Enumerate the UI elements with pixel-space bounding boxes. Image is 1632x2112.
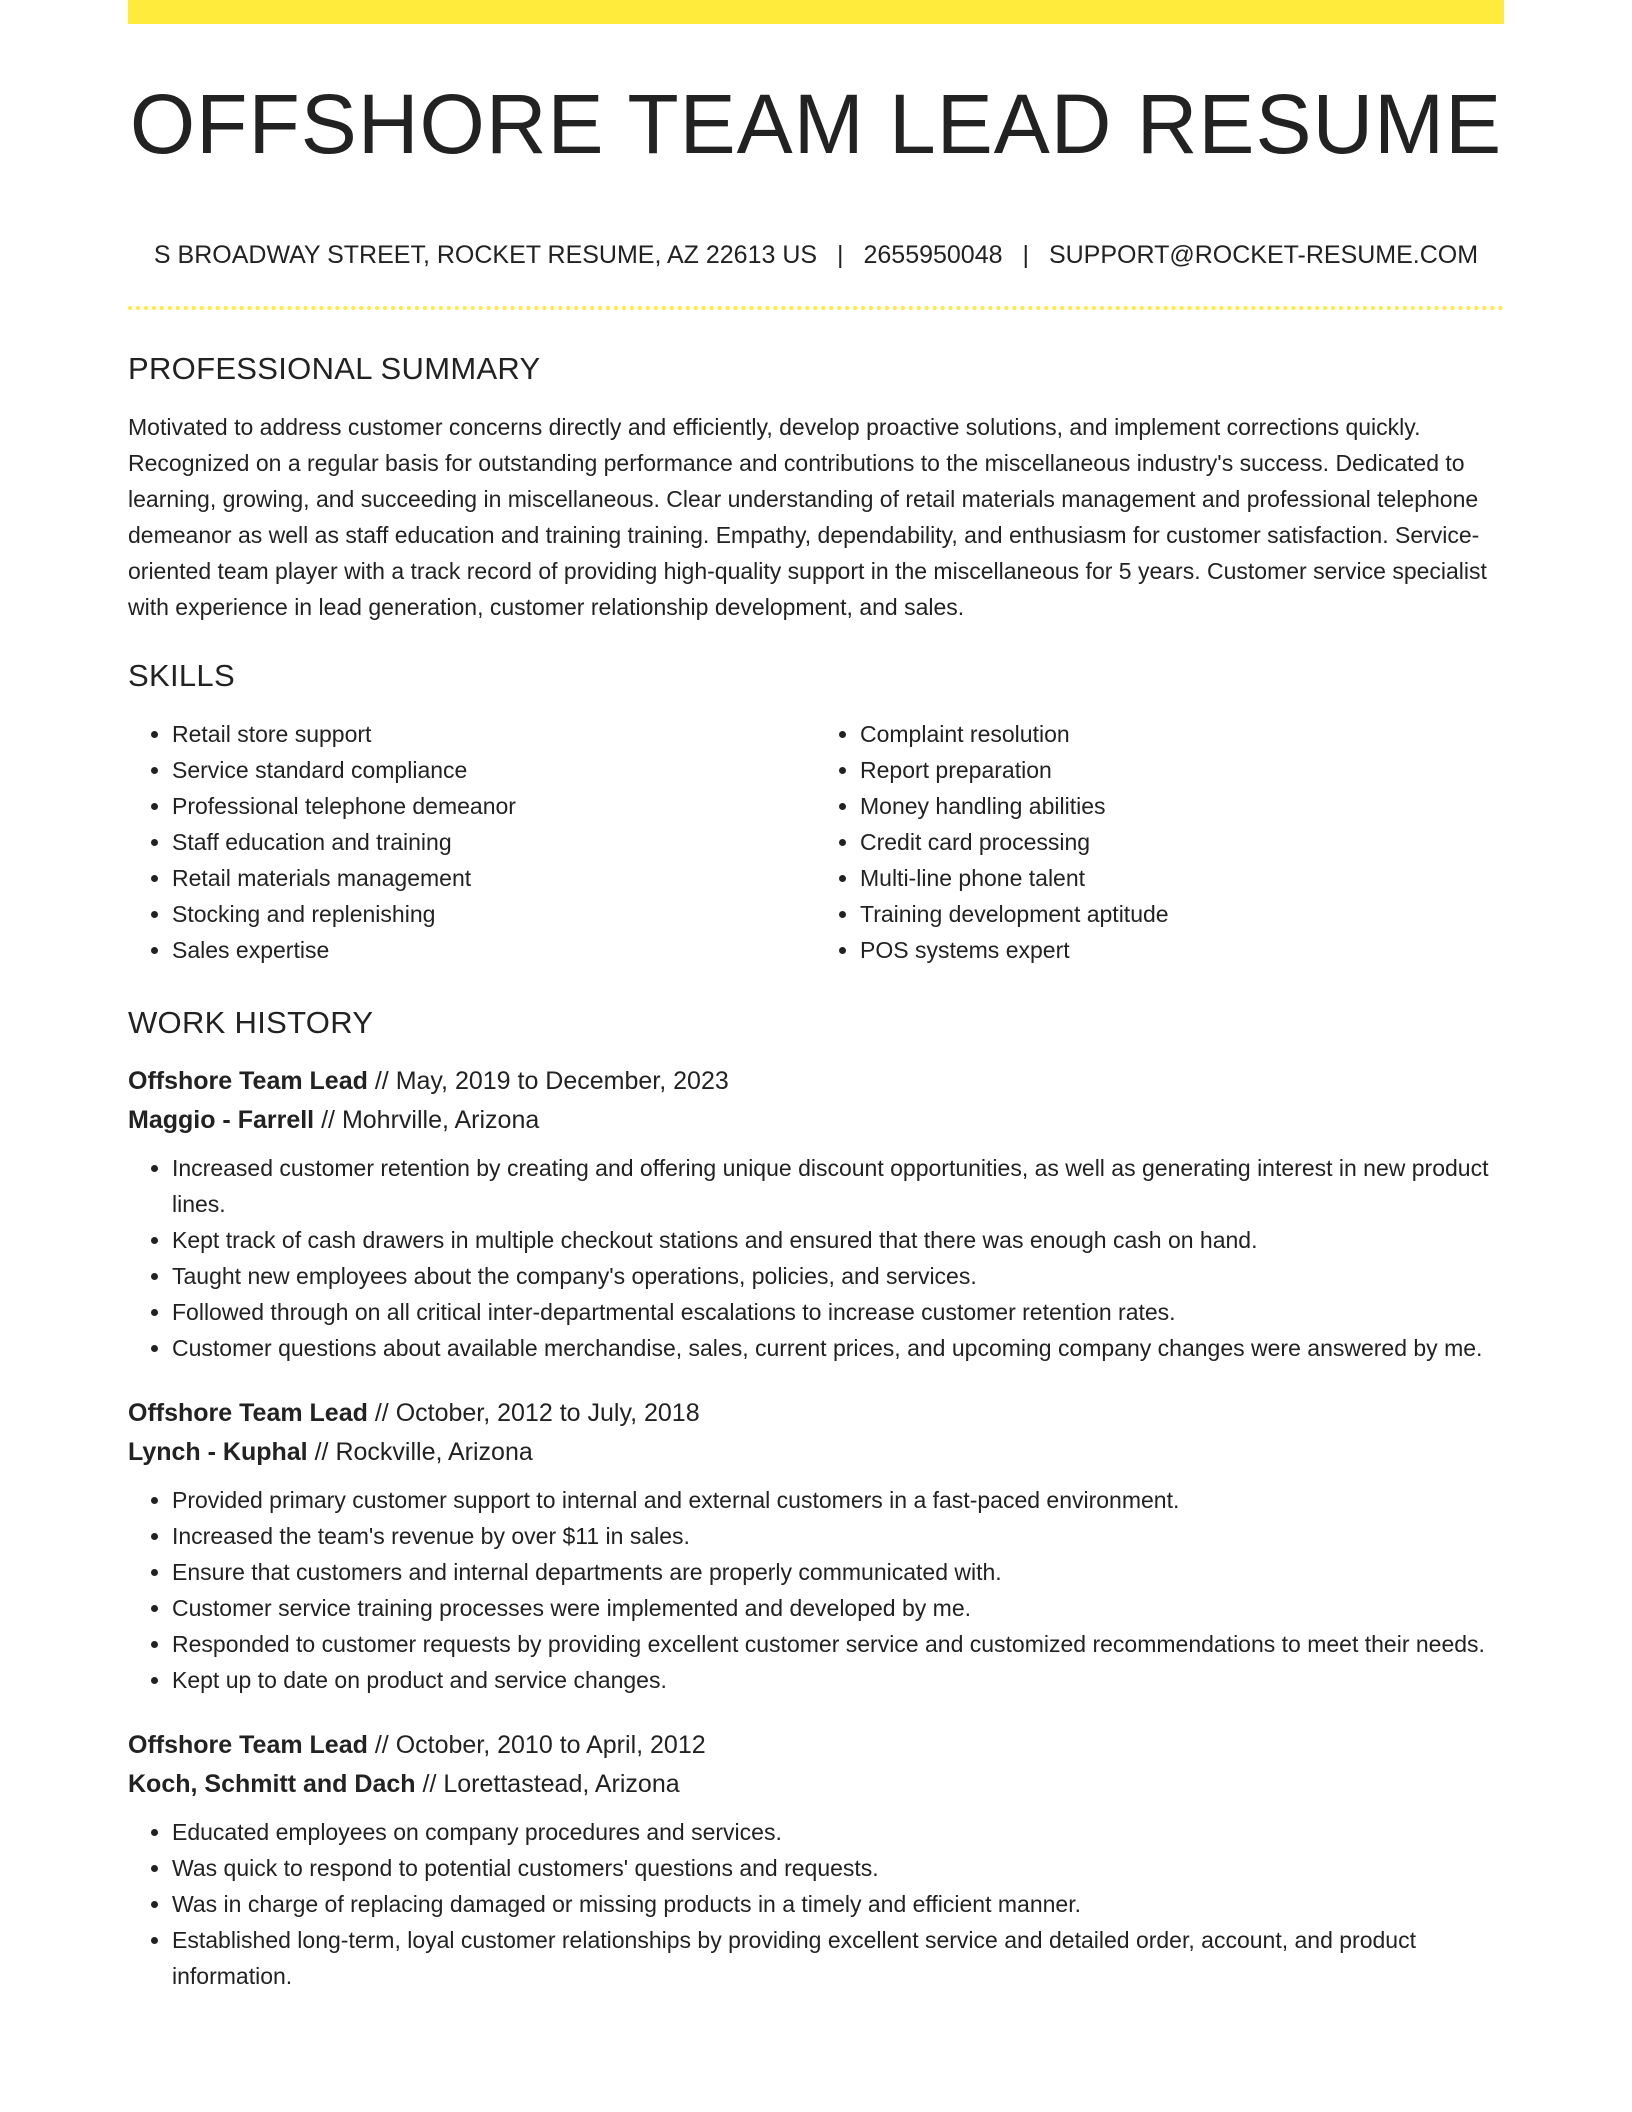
job-bullet: • Taught new employees about the company's operations, policies, and services.	[172, 1258, 1504, 1294]
skills-list-right	[816, 716, 1504, 968]
job-dates: October, 2012 to July, 2018	[395, 1399, 700, 1428]
page-title: OFFSHORE TEAM LEAD RESUME	[129, 77, 1503, 171]
job-separator: //	[321, 1106, 335, 1135]
job-title: Offshore Team Lead	[128, 1399, 368, 1428]
skill-item: • Stocking and replenishing	[172, 896, 816, 932]
skill-item: • Complaint resolution	[860, 716, 1504, 752]
job-bullets	[128, 1482, 1504, 1698]
section-heading-summary: PROFESSIONAL SUMMARY	[128, 351, 541, 386]
job-bullet: • Established long-term, loyal customer relationships by providing excellent service and detailed order, account, and product information.	[172, 1922, 1504, 1994]
skill-item: • Money handling abilities	[860, 788, 1504, 824]
job-bullet: • Responded to customer requests by providing excellent customer service and customized recommendations to meet their needs.	[172, 1626, 1504, 1662]
section-heading-work-history: WORK HISTORY	[128, 1004, 374, 1040]
job-entry	[128, 1726, 1504, 1994]
job-separator: //	[314, 1438, 329, 1467]
job-company: Koch, Schmitt and Dach	[128, 1770, 416, 1799]
job-title: Offshore Team Lead	[128, 1731, 368, 1760]
job-bullet: • Increased customer retention by creating and offering unique discount opportunities, as well as generating interest in new product lines.	[172, 1150, 1504, 1222]
job-bullet: • Provided primary customer support to internal and external customers in a fast-paced environment.	[172, 1482, 1504, 1518]
job-location: Lorettastead, Arizona	[443, 1770, 680, 1799]
job-entry	[128, 1062, 1504, 1366]
contact-line	[128, 238, 1504, 272]
job-location: Mohrville, Arizona	[341, 1106, 540, 1135]
job-bullet: • Increased the team's revenue by over $11 in sales.	[172, 1518, 1504, 1554]
skill-item: • Retail store support	[172, 716, 816, 752]
skill-item: • Multi-line phone talent	[860, 860, 1504, 896]
section-heading-skills: SKILLS	[128, 657, 235, 693]
skill-item: • Credit card processing	[860, 824, 1504, 860]
contact-separator: |	[837, 241, 844, 269]
job-company: Maggio - Farrell	[128, 1106, 315, 1135]
skills-columns	[128, 716, 1504, 968]
job-title: Offshore Team Lead	[128, 1067, 368, 1096]
contact-phone: 2655950048	[863, 241, 1003, 269]
contact-email: SUPPORT@ROCKET-RESUME.COM	[1048, 241, 1479, 269]
skill-item: • Service standard compliance	[172, 752, 816, 788]
skill-item: • POS systems expert	[860, 932, 1504, 968]
job-company-line	[128, 1433, 1504, 1472]
job-bullet: • Customer service training processes were implemented and developed by me.	[172, 1590, 1504, 1626]
job-title-line	[128, 1726, 1504, 1765]
job-bullet: • Ensure that customers and internal departments are properly communicated with.	[172, 1554, 1504, 1590]
job-company-line	[128, 1765, 1504, 1804]
summary-text: Motivated to address customer concerns directly and efficiently, develop proactive solutions, and implement corrections quickly. Recognized on a regular basis for outstanding performance and contributions to the miscellaneous industry's success. Dedicated to learning, growing, and succeeding in miscellaneous. Clear understanding of retail materials management and professional telephone demeanor as well as staff education and training training. Empathy, dependability, and enthusiasm for customer satisfaction. Service-oriented team player with a track record of providing high-quality support in the miscellaneous for 5 years. Customer service specialist with experience in lead generation, customer relationship development, and sales.	[128, 413, 1487, 620]
work-history-section	[128, 1004, 1504, 1995]
job-company-line	[128, 1101, 1504, 1140]
job-title-line	[128, 1394, 1504, 1433]
skill-item: • Report preparation	[860, 752, 1504, 788]
contact-address: S BROADWAY STREET, ROCKET RESUME, AZ 22613 US	[153, 241, 818, 269]
job-bullets	[128, 1150, 1504, 1366]
job-dates: October, 2010 to April, 2012	[395, 1731, 706, 1760]
job-title-line	[128, 1062, 1504, 1101]
skill-item: • Staff education and training	[172, 824, 816, 860]
job-separator: //	[422, 1770, 437, 1799]
resume-content	[128, 350, 1504, 2022]
job-bullet: • Customer questions about available merchandise, sales, current prices, and upcoming company changes were answered by me.	[172, 1330, 1504, 1366]
job-bullet: • Followed through on all critical inter-departmental escalations to increase customer retention rates.	[172, 1294, 1504, 1330]
accent-bar	[128, 0, 1504, 24]
skill-item: • Training development aptitude	[860, 896, 1504, 932]
job-dates: May, 2019 to December, 2023	[395, 1067, 729, 1096]
job-location: Rockville, Arizona	[335, 1438, 533, 1467]
job-separator: //	[374, 1067, 389, 1096]
job-entry	[128, 1394, 1504, 1698]
job-bullet: • Kept up to date on product and service changes.	[172, 1662, 1504, 1698]
job-bullets	[128, 1814, 1504, 1994]
skills-list-left	[128, 716, 816, 968]
job-bullet: • Was in charge of replacing damaged or missing products in a timely and efficient manner.	[172, 1886, 1504, 1922]
skill-item: • Sales expertise	[172, 932, 816, 968]
skill-item: • Retail materials management	[172, 860, 816, 896]
contact-separator: |	[1022, 241, 1029, 269]
job-bullet: • Was quick to respond to potential customers' questions and requests.	[172, 1850, 1504, 1886]
job-separator: //	[374, 1399, 389, 1428]
job-bullet: • Kept track of cash drawers in multiple checkout stations and ensured that there was enough cash on hand.	[172, 1222, 1504, 1258]
job-bullet: • Educated employees on company procedures and services.	[172, 1814, 1504, 1850]
job-company: Lynch - Kuphal	[128, 1438, 308, 1467]
header-divider	[128, 306, 1504, 310]
summary-section	[128, 350, 1504, 625]
job-separator: //	[374, 1731, 389, 1760]
skill-item: • Professional telephone demeanor	[172, 788, 816, 824]
skills-section	[128, 657, 1504, 968]
